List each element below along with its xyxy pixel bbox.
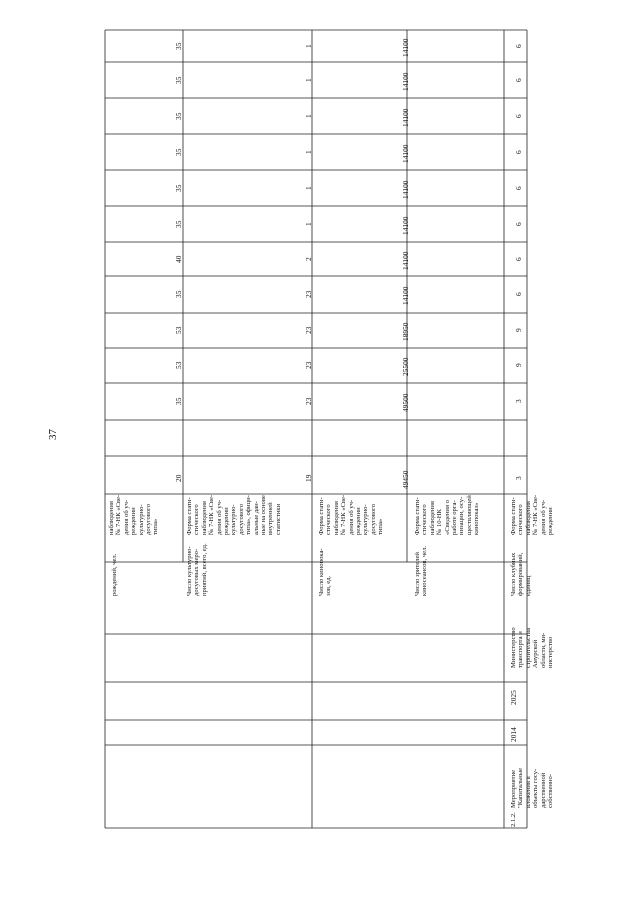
page-number: 37 xyxy=(47,429,59,440)
row-cinema-screenings-value-9: 1 xyxy=(304,114,313,119)
start-year: 2014 xyxy=(509,727,518,742)
row-cinema-screenings-value-11: 1 xyxy=(304,44,313,49)
row-cinema-screenings-value-10: 1 xyxy=(304,78,313,83)
row-events-value-0: 20 xyxy=(174,475,183,483)
row-cinema-viewers-value-9: 14100 xyxy=(401,108,410,127)
row-clubs-value-1: 3 xyxy=(514,399,523,404)
row-events-value-9: 35 xyxy=(174,113,183,121)
event-name: Мероприятие "Капитальные вложения в объекты госу- дарственной собственно- xyxy=(510,767,555,808)
row-cinema-viewers-value-6: 14100 xyxy=(401,216,410,235)
row-number: 2.1.2. xyxy=(510,812,517,827)
row-cinema-viewers-value-3: 18950 xyxy=(401,322,410,341)
events-indicator: Число культурно- досуговых меро- приятий, всего, ед. xyxy=(186,543,208,596)
row-cinema-screenings-value-0: 19 xyxy=(304,475,313,483)
screenings-indicator: Число кинопока- зов, ед. xyxy=(318,548,333,596)
row-cinema-viewers-value-0: 49450 xyxy=(401,470,410,489)
row-events-value-7: 35 xyxy=(174,185,183,193)
row-events-value-10: 35 xyxy=(174,77,183,85)
row-cinema-screenings-value-4: 23 xyxy=(304,291,313,299)
row-cinema-viewers-value-2: 25500 xyxy=(401,357,410,376)
row-clubs-value-10: 6 xyxy=(514,78,523,83)
row-events-value-5: 40 xyxy=(174,256,183,264)
row-events-value-3: 53 xyxy=(174,327,183,335)
viewers-source: Форма стати- стического наблюдения № 10-НК «Сведения о работе орга- низации, осу- ществляющей кинопоказ» xyxy=(414,495,481,535)
row-cinema-viewers-value-7: 14100 xyxy=(401,180,410,199)
row-clubs-value-8: 6 xyxy=(514,150,523,155)
row-events-value-11: 35 xyxy=(174,43,183,51)
row-events-value-4: 35 xyxy=(174,291,183,299)
row-cinema-viewers-value-4: 14100 xyxy=(401,286,410,305)
row-events-value-2: 53 xyxy=(174,362,183,370)
row-cinema-viewers-value-11: 14100 xyxy=(401,38,410,57)
row-cinema-viewers-value-10: 14100 xyxy=(401,72,410,91)
row-clubs-value-5: 6 xyxy=(514,257,523,262)
row-clubs-value-2: 9 xyxy=(514,363,523,368)
row-cinema-screenings-value-3: 23 xyxy=(304,327,313,335)
row-events-value-1: 35 xyxy=(174,398,183,406)
row-cinema-viewers-value-1: 49500 xyxy=(401,393,410,412)
row-cinema-screenings-value-6: 1 xyxy=(304,222,313,227)
row-events-value-8: 35 xyxy=(174,149,183,157)
row-clubs-value-11: 6 xyxy=(514,44,523,49)
row-cinema-screenings-value-2: 23 xyxy=(304,362,313,370)
screenings-source: Форма стати- стического наблюдения № 7-НК «Све- дения об уч- реждении культурно- досугового типа» xyxy=(318,494,385,535)
row-clubs-value-0: 3 xyxy=(514,476,523,481)
row-cinema-viewers-value-8: 14100 xyxy=(401,144,410,163)
row-clubs-value-4: 6 xyxy=(514,292,523,297)
row-cinema-screenings-value-7: 1 xyxy=(304,186,313,191)
clubs-indicator: Число клубных формирований, единиц xyxy=(510,552,532,596)
row-clubs-value-6: 6 xyxy=(514,222,523,227)
tail-unit: рождений, чел. xyxy=(111,553,118,596)
row-cinema-screenings-value-8: 1 xyxy=(304,150,313,155)
clubs-source: Форма стати- стического наблюдения № 7-НК «Све- дения об уч- реждении xyxy=(510,494,555,535)
row-clubs-value-9: 6 xyxy=(514,114,523,119)
events-source: Форма стати- стического наблюдения № 7-НК «Све- дения об уч- реждении культурно- досугового типа», офици- альные дан- ные на основе внутренней статистики xyxy=(186,494,282,535)
row-clubs-value-3: 9 xyxy=(514,328,523,333)
row-cinema-viewers-value-5: 14100 xyxy=(401,251,410,270)
row-clubs-value-7: 6 xyxy=(514,186,523,191)
row-cinema-screenings-value-1: 23 xyxy=(304,398,313,406)
viewers-indicator: Число зрителей киносеансов, чел. xyxy=(414,545,429,596)
row-events-value-6: 35 xyxy=(174,221,183,229)
executor: Министерство транспорта и строительства Амурской области, ми- нистерство xyxy=(510,627,555,668)
row-cinema-screenings-value-5: 2 xyxy=(304,257,313,262)
end-year: 2025 xyxy=(509,690,518,705)
tail-source: наблюдения № 7-НК «Све- дения об уч- реждении культурно- досугового типа» xyxy=(108,494,160,535)
